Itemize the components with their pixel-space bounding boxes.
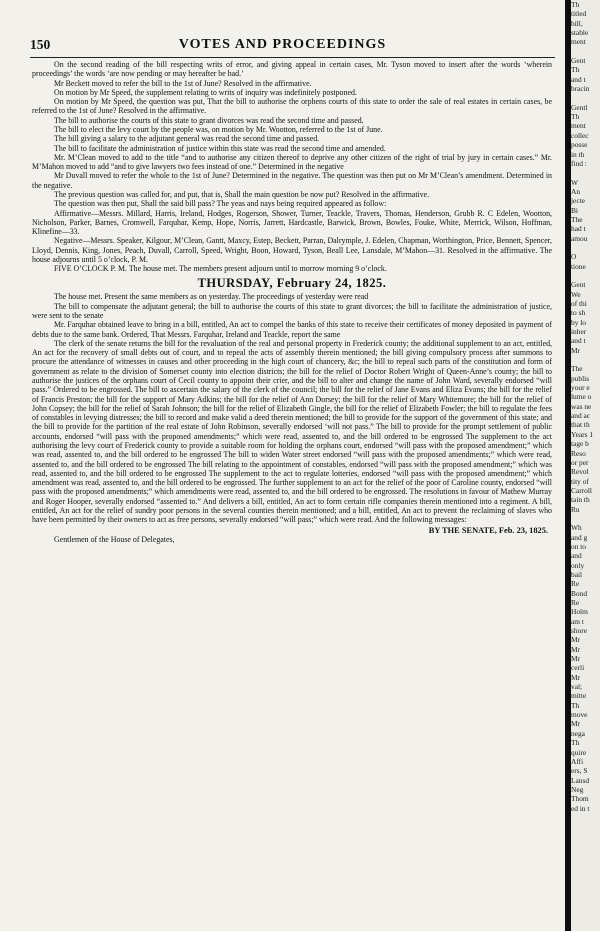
fragment-line: publis	[571, 373, 590, 383]
fragment-line: The	[571, 214, 583, 224]
fragment-line: Holm	[571, 607, 588, 617]
fragment-line: Mr	[571, 672, 581, 682]
document-body	[32, 60, 552, 544]
fragment-line	[571, 271, 600, 280]
fragment-line: An	[571, 186, 581, 196]
fragment-line: by lo	[571, 317, 586, 327]
paragraph: The question was then put, Shall the said bill pass? The yeas and nays being required appeared as follow:	[54, 199, 387, 209]
proceedings-part-2	[32, 292, 552, 524]
fragment-line: and	[571, 551, 582, 561]
paragraph: On the second reading of the bill respecting writs of error, and giving appeal in certain cases, Mr. Tyson moved to insert after the words ‘wherein proceedings’ the words ‘are now pending or may hereafter be had.’	[32, 60, 552, 79]
fragment-line: ers, S	[571, 766, 588, 776]
fragment-line: shore	[571, 626, 588, 636]
fragment-line: Years 1	[571, 429, 594, 439]
fragment-line: ed in t	[571, 803, 590, 813]
fragment-line: W	[571, 177, 578, 187]
fragment-line: Gent	[571, 56, 586, 66]
fragment-line: Th	[571, 0, 580, 9]
paragraph: On motion by Mr Speed, the supplement relating to writs of inquiry was indefinitely postponed.	[54, 87, 357, 97]
paragraph: The bill to elect the levy court by the people was, on motion by Mr. Wootton, referred to the 1st of June.	[54, 124, 383, 134]
paragraph: The clerk of the senate returns the bill for the revaluation of the real and personal property in Frederick county; the additional supplement to an act, entitled, An act for the recovery of small debts out of court, and to repeal the acts of assembly therein mentioned; the bill giving compulsory process after summons to procure the attendance of witnesses in causes and other proceeding in the high court of chancery, &c; the bill to repeal such parts of the constitution and form of government as relate to the division of Somerset county into election districts; the bill for the relief of Doctor Robert Wright of Queen-Anne’s county; the bill to authorise the justices of the orphans court of Cecil county to appoint their crier, and the bill to alter and change the name of John Ward, severally endorsed “will pass.” Ordered to be engrossed. The bill to ascertain the salary of the clerk of the council; the bill for the relief of Jane Evans and Eliza Evans; the bill for the relief of Francis Preston; the bill for the support of Mary Adkins; the bill for the relief of Ann Dorsey; the bill for the relief of Mary Whitemore; the bill for the relief of John Copsey; the bill for the relief of Sarah Johnson; the bill for the relief of Elizabeth Gingle, the bill for the relief of Elizabeth Fowler; the bill to regulate the fees of constables in levying distresses; the bill to record and make valid a deed therein mentioned; the bill to provide for the support of the government of this state; and the bill to provide for the partition of the real estate of John Robinson, severally endorsed ‘will not pass.” The bill to provide for the prompt settlement of public accounts, endorsed “will pass with the proposed amendments;” which were read, assented to, and the bill ordered to be engrossed The supplement to the act authorising the levy court of Frederick county to provide a suitable room for holding the orphans court, endorsed “will pass with the proposed amendment;” which was read, assented to, and the bill ordered to be engrossed The bill to widen Water street endorsed “will pass with the proposed amendments;” which were read, assented to, and the bill ordered to be engrossed The bill relating to the appointment of constables, endorsed “will pass with the proposed amendment;” which was read, assented to, and the bill ordered to be engrossed The supplement to the act to regulate lotteries, endorsed “will pass with the proposed amendment;” which amendment was read, assented to, and the bill ordered to be engrossed. The further supplement to an act for the relief of the poor of Caroline county, endorsed “will pass with the proposed amendments;” which amendments were read, assented to, and the bill ordered to be engrossed. The resolutions in favour of Mathew Murray and Roger Hooper, severally endorsed “assented to.” And delivers a bill, entitled, An act to form certain rifle companies therein mentioned into a regiment. A bill, entitled, An act for the relief of sundry poor persons in the several counties therein mentioned; and a bill, entitled, An act to prevent the reclaiming of slaves who have been permitted by their owners to act as free persons, severally endorsed “will pass;” which were read. And the following messages:	[32, 338, 552, 525]
fragment-line: and t	[571, 74, 586, 84]
fragment-line: am t	[571, 616, 584, 626]
fragment-line: ment	[571, 121, 586, 131]
fragment-line: We	[571, 289, 581, 299]
fragment-line: Mr	[571, 345, 581, 355]
page-header	[0, 37, 565, 55]
fragment-line: and t	[571, 336, 586, 346]
fragment-line: on to	[571, 541, 586, 551]
fragment-line: Neg	[571, 784, 584, 794]
paragraph: Mr. M’Clean moved to add to the title “and to authorise any citizen thereof to deprive any other citizen of the right of trial by jury in certain cases.” Mr. M’Mahon moved to add “and to give lawyers two fees instead of one.” Determined in the negative	[32, 152, 552, 172]
paragraph: Affirmative—Messrs. Millard, Harris, Ireland, Hodges, Rogerson, Shower, Turner, Teackle, Travers, Thomas, Henderson, Grubb R. C Edelen, Wootton, Nicholson, Parker, Barnes, Cromwell, Farquhar, Kemp, Hope, Norris, Jarrett, Hardcastle, Barwick, Brown, Bowles, Fouke, White, Merrick, Wilson, Hoffman, Klinefine—33.	[32, 208, 552, 237]
fragment-line: O	[571, 252, 577, 262]
fragment-line	[571, 355, 600, 364]
fragment-line: lume o	[571, 392, 592, 402]
fragment-line: bill,	[571, 18, 583, 28]
fragment-line	[571, 93, 600, 102]
paragraph: FIVE O’CLOCK P. M. The house met. The members present adjourn until to morrow morning 9 o’clock.	[54, 264, 387, 274]
fragment-line: Re	[571, 579, 580, 589]
paragraph: The house met. Present the same members as on yesterday. The proceedings of yesterday were read	[54, 292, 369, 302]
fragment-line: had t	[571, 224, 586, 234]
adjacent-page-fragment	[571, 0, 600, 931]
fragment-line: cerli	[571, 663, 585, 673]
fragment-line: of thi	[571, 299, 587, 308]
fragment-line: tity of	[571, 476, 589, 486]
header-rule	[30, 57, 555, 58]
fragment-line: Th	[571, 700, 580, 710]
paragraph: The bill to compensate the adjutant general; the bill to authorise the courts of this state to grant divorces; the bill to facilitate the administration of justice, were sent to the senate	[32, 301, 552, 321]
fragment-line: tione	[571, 261, 586, 271]
fragment-line: posse	[571, 140, 588, 150]
page-number: 150	[30, 37, 51, 52]
fragment-line: move	[571, 710, 588, 720]
fragment-line: titled	[571, 9, 587, 19]
fragment-line: Gent	[571, 280, 586, 290]
fragment-line: was ne	[571, 401, 592, 411]
fragment-line: Carroll	[571, 485, 592, 495]
fragment-line: to sh	[571, 308, 586, 318]
fragment-line: and g	[571, 532, 588, 542]
fragment-line: Mr	[571, 719, 581, 729]
fragment-line: Bi	[571, 205, 578, 215]
proceedings-part-1	[32, 60, 552, 273]
fragment-line: jecte	[571, 196, 585, 206]
fragment-line: Thom	[571, 794, 589, 804]
paragraph: Mr Duvall moved to refer the whole to the 1st of June? Determined in the negative. The question was then put on Mr M’Clean’s amendment. Determined in the negative.	[32, 171, 552, 190]
fragment-line: Mr	[571, 654, 581, 664]
salutation: Gentlemen of the House of Delegates,	[54, 534, 175, 544]
paragraph: The bill to facilitate the administration of justice within this state was read the second time and amended.	[54, 143, 386, 153]
fragment-line	[571, 47, 600, 56]
fragment-line: Gentl	[571, 102, 588, 112]
fragment-line: Th	[571, 738, 580, 748]
fragment-line: Affi	[571, 756, 584, 766]
paragraph: The bill giving a salary to the adjutant general was read the second time and passed.	[54, 134, 320, 144]
paragraph: On motion by Mr Speed, the question was put, That the bill to authorise the orphens courts of this state to order the sale of real estates in certain cases, be referred to the 1st of June? Resolved in the affirmative.	[32, 97, 552, 116]
fragment-line: amou	[571, 233, 588, 243]
fragment-line: Lansd	[571, 775, 590, 785]
fragment-line: tain th	[571, 495, 590, 505]
fragment-line: quire	[571, 747, 587, 757]
paragraph: Mr. Farquhar obtained leave to bring in a bill, entitled, An act to compel the banks of this state to receive their certificates of money deposited in payment of debts due to the same bank. Ordered, That Messrs. Farquhar, Ireland and Teackle, report the same	[32, 320, 552, 339]
fragment-line: only	[571, 560, 585, 570]
fragment-line: Bond	[571, 588, 588, 598]
fragment-line: that th	[571, 420, 590, 430]
fragment-line: in th	[571, 149, 585, 159]
fragment-line: or per	[571, 457, 589, 467]
fragment-line	[571, 168, 600, 177]
fragment-line: Ru	[571, 504, 580, 514]
fragment-line: The	[571, 364, 583, 374]
fragment-line: collec	[571, 130, 589, 140]
paragraph: Mr Beckett moved to refer the bill to the 1st of June? Resolved in the affirmative.	[54, 78, 312, 88]
fragment-line: find :	[571, 158, 587, 168]
fragment-line: val;	[571, 682, 583, 692]
fragment-line: Re	[571, 598, 580, 607]
fragment-line: stable	[571, 28, 589, 38]
fragment-line: inher	[571, 327, 587, 337]
fragment-line: Th	[571, 65, 580, 75]
fragment-line: Th	[571, 112, 580, 122]
fragment-line: Reso	[571, 448, 586, 458]
paragraph: The previous question was called for, and put, that is, Shall the main question be now put? Resolved in the affirmative.	[54, 189, 430, 199]
fragment-line: Mr	[571, 635, 581, 645]
fragment-line	[571, 243, 600, 252]
running-title: VOTES AND PROCEEDINGS	[178, 37, 387, 52]
fragment-line: ment	[571, 37, 586, 47]
fragment-line: bracin	[571, 84, 590, 94]
fragment-line: nega	[571, 728, 585, 738]
fragment-line: and ac	[571, 411, 591, 421]
paragraph: The bill to authorise the courts of this state to grant divorces was read the second time and passed.	[54, 115, 364, 125]
fragment-line: your e	[571, 383, 590, 393]
fragment-line: bail	[571, 569, 583, 579]
fragment-line: Mr	[571, 644, 581, 654]
paragraph: Negative—Messrs. Speaker, Kilgour, M’Clean, Gantt, Maxcy, Estep, Beckett, Parran, Dalrymple, J. Edelen, Chapman, Worthington, Price, Bennett, Spencer, Lloyd, Dennis, King, Jones, Peach, Duvall, Carroll, Speed, Wright, Boon, Howard, Tyson, Beall Lee, Lansdale, M’Mahon—31. Resolved in the affirmative. The house adjourns until 5 o’clock, P. M.	[32, 236, 552, 264]
senate-signature: BY THE SENATE, Feb. 23, 1825.	[428, 525, 548, 535]
section-heading: THURSDAY, February 24, 1825.	[197, 276, 387, 291]
fragment-line: mitte	[571, 691, 587, 701]
fragment-line: Revol	[571, 467, 589, 477]
fragment-line	[571, 514, 600, 523]
fragment-line: tage b	[571, 439, 589, 449]
fragment-line: Wh	[571, 523, 582, 533]
